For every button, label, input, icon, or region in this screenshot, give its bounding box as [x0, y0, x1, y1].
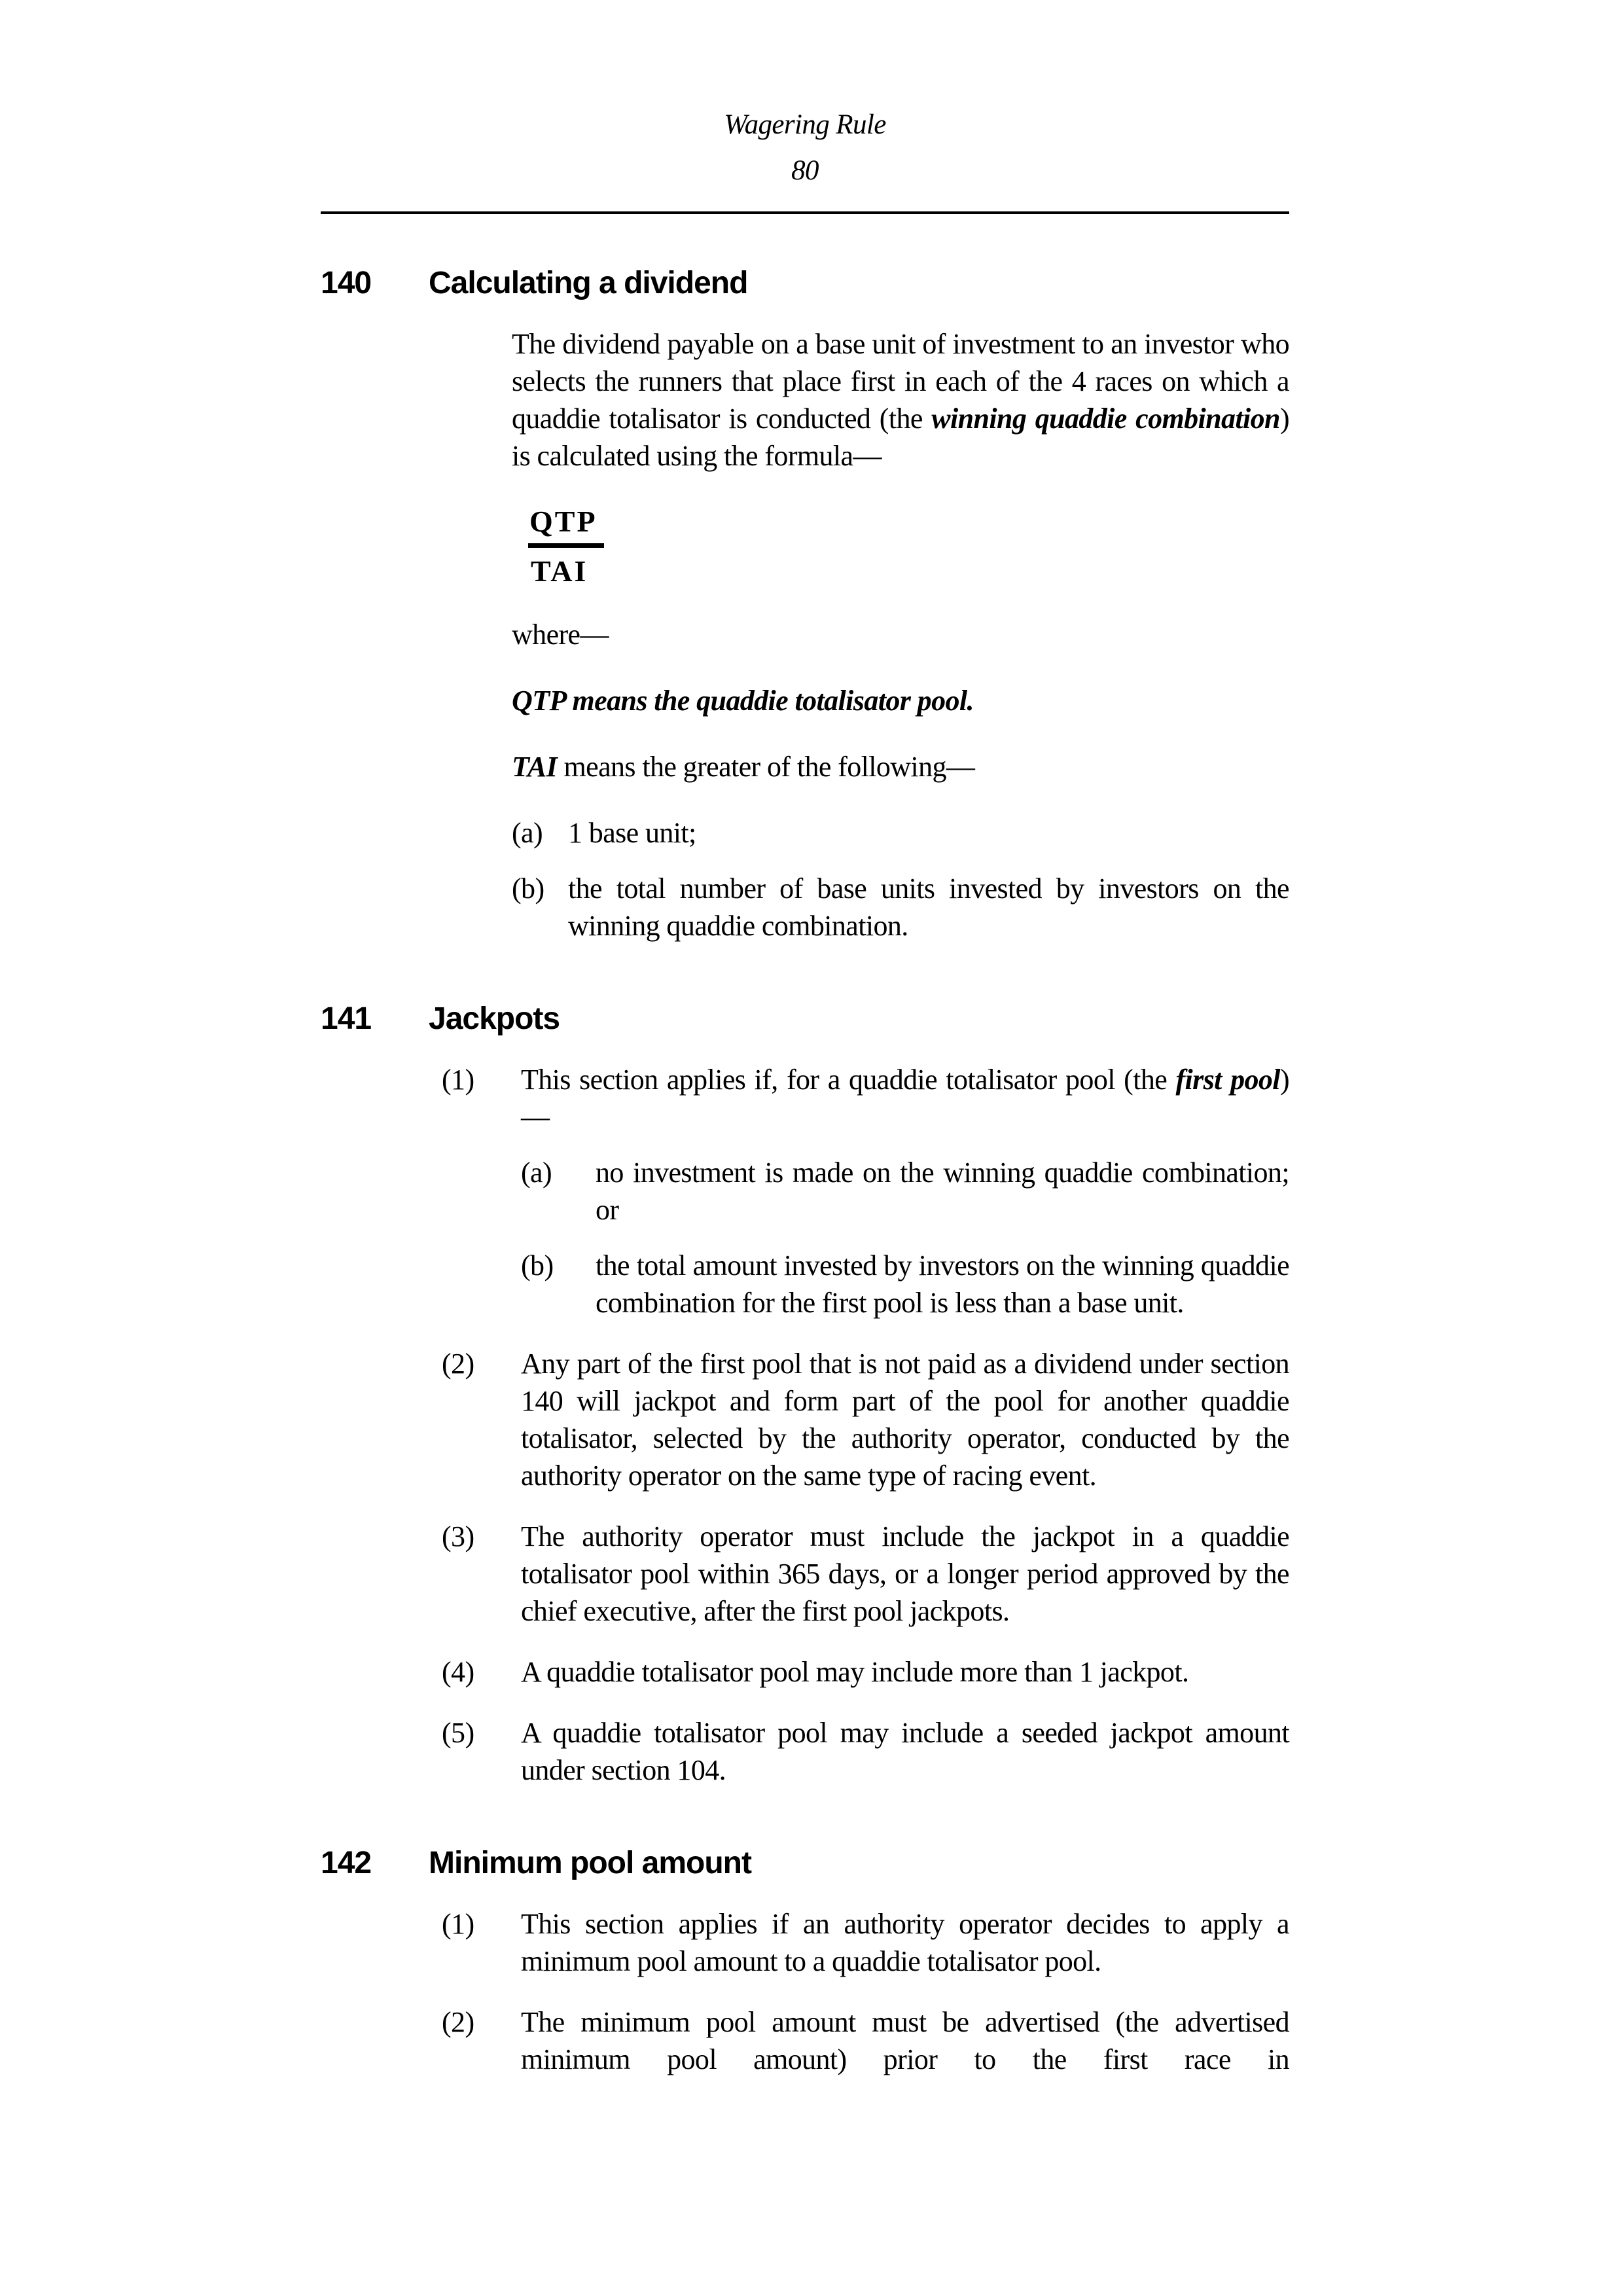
section-number: 140: [321, 266, 372, 300]
formula-numerator: QTP: [528, 503, 604, 548]
section-141: [321, 1001, 1289, 1789]
item-text: The authority operator must include the jackpot in a quaddie totalisator pool within 365 days, or a longer period approved by the chief executive, after the first pool jackpots.: [521, 1520, 1289, 1627]
item-marker: (3): [442, 1520, 474, 1552]
header-rule: [321, 211, 1289, 214]
formula-denominator: TAI: [531, 554, 588, 588]
sub-item-text: no investment is made on the winning quaddie combination; or: [596, 1157, 1289, 1226]
numbered-item-1: [442, 1905, 1289, 1980]
numbered-item-4: [442, 1653, 1289, 1691]
item-text: This section applies if an authority operator decides to apply a minimum pool amount to a quaddie totalisator pool.: [521, 1908, 1289, 1977]
item-text: The minimum pool amount must be advertised (the advertised minimum pool amount) prior to the first race in: [521, 2006, 1289, 2075]
list-marker: (b): [512, 872, 544, 905]
sub-item-marker: (a): [521, 1157, 552, 1189]
item-text: A quaddie totalisator pool may include a seeded jackpot amount under section 104.: [521, 1717, 1289, 1786]
numbered-item-2: [442, 2003, 1289, 2078]
page-header: [321, 108, 1289, 214]
sub-item-a: [521, 1154, 1289, 1229]
item-marker: (4): [442, 1656, 474, 1688]
section-number: 142: [321, 1846, 372, 1880]
numbered-item-5: [442, 1714, 1289, 1789]
list-text: the total number of base units invested by investors on the winning quaddie combination.: [568, 872, 1289, 942]
section-title: Jackpots: [429, 1001, 560, 1036]
definition-term: QTP: [512, 685, 566, 717]
definition-qtp: [512, 682, 1289, 719]
item-text: Any part of the first pool that is not paid as a dividend under section 140 will jackpot and form part of the pool for another quaddie totalisator, selected by the authority operator, conducted by the authority operator on the same type of racing event.: [521, 1348, 1289, 1492]
sub-item-marker: (b): [521, 1249, 554, 1282]
numbered-item-1: [442, 1061, 1289, 1321]
numbered-item-2: [442, 1345, 1289, 1494]
item-text-run: )—: [521, 1064, 1289, 1133]
list-marker: (a): [512, 817, 543, 849]
item-marker: (1): [442, 1908, 474, 1940]
page-number: 80: [791, 155, 819, 186]
item-text-run: This section applies if, for a quaddie totalisator pool (the: [521, 1064, 1176, 1096]
item-marker: (5): [442, 1717, 474, 1749]
running-title: Wagering Rule: [724, 109, 886, 140]
section-heading: [321, 1001, 1289, 1037]
definition-text: means the greater of the following—: [557, 751, 975, 783]
section-title: Calculating a dividend: [429, 266, 748, 300]
intro-text-run: The dividend payable on a base unit of investment to an investor who selects the runners that place first in each of the 4 races on which a quaddie totalisator is conducted (the: [512, 328, 1289, 435]
section-number: 141: [321, 1001, 372, 1036]
item-paragraph: [521, 1061, 1289, 1136]
item-marker: (2): [442, 2006, 474, 2038]
sub-item-b: [521, 1247, 1289, 1321]
section-title: Minimum pool amount: [429, 1846, 751, 1880]
section-intro-paragraph: [512, 325, 1289, 475]
section-140: [321, 265, 1289, 944]
item-text: A quaddie totalisator pool may include more than 1 jackpot.: [521, 1656, 1189, 1688]
defined-term-first-pool: first pool: [1175, 1064, 1280, 1096]
list-item-a: [512, 814, 1289, 852]
document-body: [321, 265, 1289, 2078]
item-marker: (1): [442, 1064, 474, 1096]
definition-text: means the quaddie totalisator pool.: [565, 685, 974, 717]
section-heading: [321, 265, 1289, 302]
item-marker: (2): [442, 1348, 474, 1380]
section-heading: [321, 1845, 1289, 1882]
definition-tai: [512, 748, 1289, 785]
formula-fraction: [528, 503, 1289, 590]
list-text: 1 base unit;: [568, 817, 696, 849]
intro-text-run: ) is calculated using the formula—: [512, 403, 1289, 472]
definition-term: TAI: [512, 751, 558, 783]
list-item-b: [512, 870, 1289, 944]
numbered-item-3: [442, 1518, 1289, 1630]
sub-item-text: the total amount invested by investors on the winning quaddie combination for the first pool is less than a base unit.: [596, 1249, 1289, 1319]
where-label: where—: [512, 619, 609, 651]
defined-term-winning-quaddie-combination: winning quaddie combination: [931, 403, 1280, 435]
item-body: [521, 1061, 1289, 1321]
section-142: [321, 1845, 1289, 2078]
